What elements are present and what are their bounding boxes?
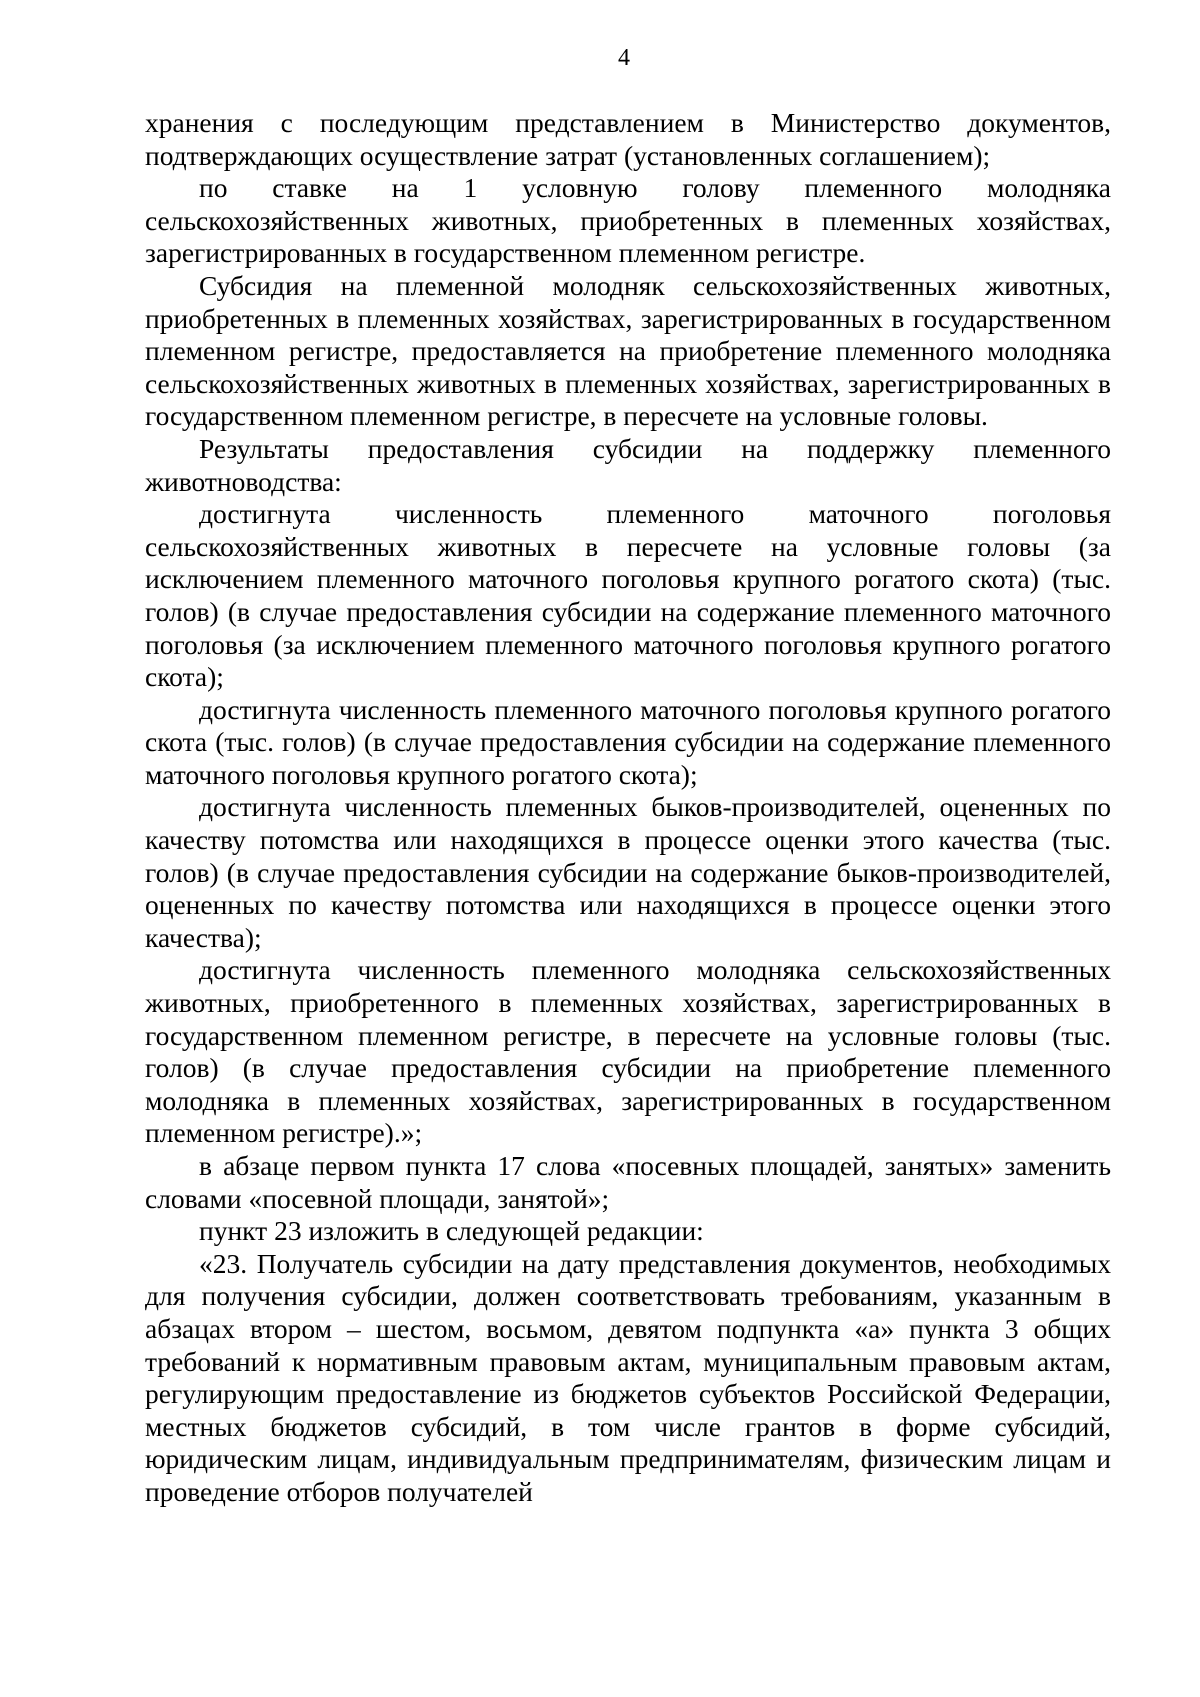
paragraph-subsidy-young-stock: Субсидия на племенной молодняк сельскохозяйственных животных, приобретенных в племенных хозяйствах, зарегистрированных в государственном племенном регистре, предоставляется на приобретение племенного молодняка сельскохозяйственных животных в племенных хозяйствах, зарегистрированных в государственном племенном регистре, в пересчете на условные головы. — [145, 269, 1111, 432]
paragraph-result-breeding-stock: достигнута численность племенного маточного поголовья сельскохозяйственных животных в пересчете на условные головы (за исключением племенного маточного поголовья крупного рогатого скота) (тыс. голов) (в случае предоставления субсидии на содержание племенного маточного поголовья (за исключением племенного маточного поголовья крупного рогатого скота); — [145, 498, 1111, 693]
page-number: 4 — [618, 45, 630, 71]
document-body — [145, 107, 1111, 1509]
paragraph-item-23-intro: пункт 23 изложить в следующей редакции: — [199, 1215, 704, 1247]
paragraph-results-heading: Результаты предоставления субсидии на поддержку племенного животноводства: — [145, 432, 1111, 497]
paragraph-continuation: хранения с последующим представлением в Министерство документов, подтверждающих осуществление затрат (установленных соглашением); — [145, 107, 1111, 171]
paragraph-result-bulls: достигнута численность племенных быков-производителей, оцененных по качеству потомства или находящихся в процессе оценки этого качества (тыс. голов) (в случае предоставления субсидии на содержание быков-производителей, оцененных по качеству потомства или находящихся в процессе оценки этого качества); — [145, 791, 1111, 953]
paragraph-result-young-stock: достигнута численность племенного молодняка сельскохозяйственных животных, приобретенного в племенных хозяйствах, зарегистрированных в государственном племенном регистре, в пересчете на условные головы (тыс. голов) (в случае предоставления субсидии на приобретение племенного молодняка в племенных хозяйствах, зарегистрированных в государственном племенном регистре).»; — [145, 954, 1111, 1149]
paragraph-item-23-text: «23. Получатель субсидии на дату представления документов, необходимых для получения субсидии, должен соответствовать требованиям, указанным в абзацах втором – шестом, восьмом, девятом подпункта «а» пункта 3 общих требований к нормативным правовым актам, муниципальным правовым актам, регулирующим предоставление из бюджетов субъектов Российской Федерации, местных бюджетов субсидий, в том числе грантов в форме субсидий, юридическим лицам, индивидуальным предпринимателям, физическим лицам и проведение отборов получателей — [145, 1247, 1111, 1507]
paragraph-result-cattle: достигнута численность племенного маточного поголовья крупного рогатого скота (тыс. голов) (в случае предоставления субсидии на содержание племенного маточного поголовья крупного рогатого скота); — [145, 693, 1111, 790]
paragraph-rate-per-head: по ставке на 1 условную голову племенного молодняка сельскохозяйственных животных, приобретенных в племенных хозяйствах, зарегистрированных в государственном племенном регистре. — [145, 172, 1111, 269]
paragraph-item-17: в абзаце первом пункта 17 слова «посевных площадей, занятых» заменить словами «посевной площади, занятой»; — [145, 1150, 1111, 1214]
